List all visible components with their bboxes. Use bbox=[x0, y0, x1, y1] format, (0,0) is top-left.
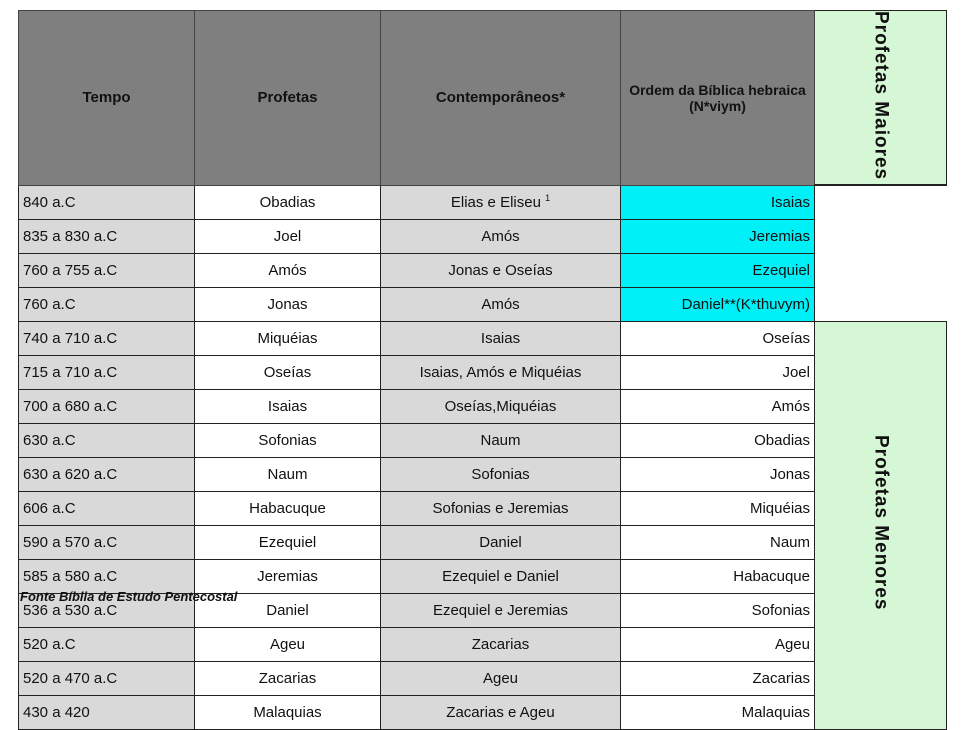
cell-profeta: Amós bbox=[195, 253, 381, 287]
table-body bbox=[19, 185, 947, 729]
cell-contemporaneos bbox=[381, 321, 621, 355]
cell-ordem: Malaquias bbox=[621, 695, 815, 729]
cell-profeta: Malaquias bbox=[195, 695, 381, 729]
cell-contemporaneos-text: Amós bbox=[481, 295, 520, 313]
header-contemporaneos: Contemporâneos* bbox=[381, 11, 621, 186]
cell-contemporaneos-text: Sofonias bbox=[471, 465, 530, 483]
cell-ordem: Sofonias bbox=[621, 593, 815, 627]
side-label-maiores-cell bbox=[815, 11, 947, 186]
cell-profeta: Isaias bbox=[195, 389, 381, 423]
cell-profeta: Habacuque bbox=[195, 491, 381, 525]
table-row bbox=[19, 457, 947, 491]
cell-profeta: Naum bbox=[195, 457, 381, 491]
cell-contemporaneos-text: Ageu bbox=[482, 669, 519, 687]
table-header-row bbox=[19, 11, 947, 186]
cell-tempo: 760 a 755 a.C bbox=[19, 253, 195, 287]
cell-tempo: 520 a 470 a.C bbox=[19, 661, 195, 695]
cell-contemporaneos bbox=[381, 491, 621, 525]
cell-tempo: 760 a.C bbox=[19, 287, 195, 321]
cell-tempo: 630 a.C bbox=[19, 423, 195, 457]
cell-contemporaneos-text: Daniel bbox=[479, 533, 522, 551]
cell-ordem: Oseías bbox=[621, 321, 815, 355]
cell-profeta: Obadias bbox=[195, 185, 381, 219]
cell-ordem: Zacarias bbox=[621, 661, 815, 695]
cell-contemporaneos bbox=[381, 593, 621, 627]
cell-tempo: 590 a 570 a.C bbox=[19, 525, 195, 559]
cell-contemporaneos bbox=[381, 627, 621, 661]
cell-tempo: 715 a 710 a.C bbox=[19, 355, 195, 389]
table-row bbox=[19, 321, 947, 355]
cell-contemporaneos bbox=[381, 695, 621, 729]
cell-contemporaneos-text: Oseías,Miquéias bbox=[444, 397, 557, 415]
cell-profeta: Jonas bbox=[195, 287, 381, 321]
cell-profeta: Miquéias bbox=[195, 321, 381, 355]
cell-ordem: Ezequiel bbox=[621, 253, 815, 287]
cell-profeta: Daniel bbox=[195, 593, 381, 627]
cell-ordem: Joel bbox=[621, 355, 815, 389]
cell-contemporaneos bbox=[381, 287, 621, 321]
cell-profeta: Jeremias bbox=[195, 559, 381, 593]
cell-tempo: 700 a 680 a.C bbox=[19, 389, 195, 423]
cell-contemporaneos bbox=[381, 559, 621, 593]
cell-tempo: 520 a.C bbox=[19, 627, 195, 661]
table-row bbox=[19, 423, 947, 457]
cell-contemporaneos-text: Isaias, Amós e Miquéias bbox=[419, 363, 582, 381]
cell-tempo: 740 a 710 a.C bbox=[19, 321, 195, 355]
cell-tempo: 840 a.C bbox=[19, 185, 195, 219]
table-row bbox=[19, 355, 947, 389]
cell-contemporaneos-text: Sofonias e Jeremias bbox=[432, 499, 569, 517]
table-row bbox=[19, 491, 947, 525]
cell-ordem: Naum bbox=[621, 525, 815, 559]
cell-contemporaneos-text: Isaias bbox=[480, 329, 521, 347]
cell-contemporaneos-text: Ezequiel e Jeremias bbox=[432, 601, 569, 619]
cell-ordem: Daniel**(K*thuvym) bbox=[621, 287, 815, 321]
cell-tempo: 835 a 830 a.C bbox=[19, 219, 195, 253]
table-row bbox=[19, 185, 947, 219]
cell-contemporaneos bbox=[381, 525, 621, 559]
cell-contemporaneos-text: Naum bbox=[480, 431, 521, 449]
cell-contemporaneos bbox=[381, 389, 621, 423]
header-ordem-biblica: Ordem da Bíblica hebraica (N*viym) bbox=[621, 11, 815, 186]
side-label-maiores: Profetas Maiores bbox=[870, 11, 892, 181]
table-row bbox=[19, 287, 947, 321]
cell-profeta: Ezequiel bbox=[195, 525, 381, 559]
table-row bbox=[19, 695, 947, 729]
cell-contemporaneos bbox=[381, 355, 621, 389]
table-row bbox=[19, 219, 947, 253]
cell-contemporaneos bbox=[381, 219, 621, 253]
cell-ordem: Isaias bbox=[621, 185, 815, 219]
source-note: Fonte Bíblia de Estudo Pentecostal bbox=[20, 589, 238, 604]
header-tempo: Tempo bbox=[19, 11, 195, 186]
cell-ordem: Ageu bbox=[621, 627, 815, 661]
side-label-menores: Profetas Menores bbox=[870, 435, 892, 611]
cell-contemporaneos-text: Amós bbox=[481, 227, 520, 245]
cell-ordem: Miquéias bbox=[621, 491, 815, 525]
cell-ordem: Amós bbox=[621, 389, 815, 423]
cell-contemporaneos-text: Ezequiel e Daniel bbox=[442, 567, 559, 585]
footnote-marker: 1 bbox=[545, 193, 551, 204]
cell-tempo: 585 a 580 a.C bbox=[19, 559, 195, 593]
cell-contemporaneos bbox=[381, 253, 621, 287]
cell-profeta: Ageu bbox=[195, 627, 381, 661]
cell-contemporaneos bbox=[381, 423, 621, 457]
cell-tempo: 630 a 620 a.C bbox=[19, 457, 195, 491]
cell-ordem: Jeremias bbox=[621, 219, 815, 253]
header-profetas: Profetas bbox=[195, 11, 381, 186]
table-row bbox=[19, 525, 947, 559]
prophets-table-wrapper bbox=[18, 10, 947, 730]
cell-ordem: Jonas bbox=[621, 457, 815, 491]
cell-contemporaneos-text: Jonas e Oseías bbox=[448, 261, 553, 279]
cell-contemporaneos-text: Zacarias bbox=[471, 635, 530, 653]
cell-contemporaneos bbox=[381, 185, 621, 219]
table-row bbox=[19, 389, 947, 423]
table-row bbox=[19, 627, 947, 661]
cell-tempo: 606 a.C bbox=[19, 491, 195, 525]
cell-ordem: Obadias bbox=[621, 423, 815, 457]
cell-profeta: Joel bbox=[195, 219, 381, 253]
cell-contemporaneos bbox=[381, 661, 621, 695]
cell-ordem: Habacuque bbox=[621, 559, 815, 593]
cell-tempo: 536 a 530 a.C bbox=[19, 593, 195, 627]
cell-contemporaneos-text: Zacarias e Ageu bbox=[446, 703, 555, 721]
table-row bbox=[19, 253, 947, 287]
cell-profeta: Sofonias bbox=[195, 423, 381, 457]
cell-profeta: Zacarias bbox=[195, 661, 381, 695]
side-label-menores-cell bbox=[815, 321, 947, 729]
cell-contemporaneos-text: Elias e Eliseu bbox=[450, 194, 541, 212]
table-row bbox=[19, 661, 947, 695]
prophets-table bbox=[18, 10, 947, 730]
cell-profeta: Oseías bbox=[195, 355, 381, 389]
cell-contemporaneos bbox=[381, 457, 621, 491]
cell-tempo: 430 a 420 bbox=[19, 695, 195, 729]
